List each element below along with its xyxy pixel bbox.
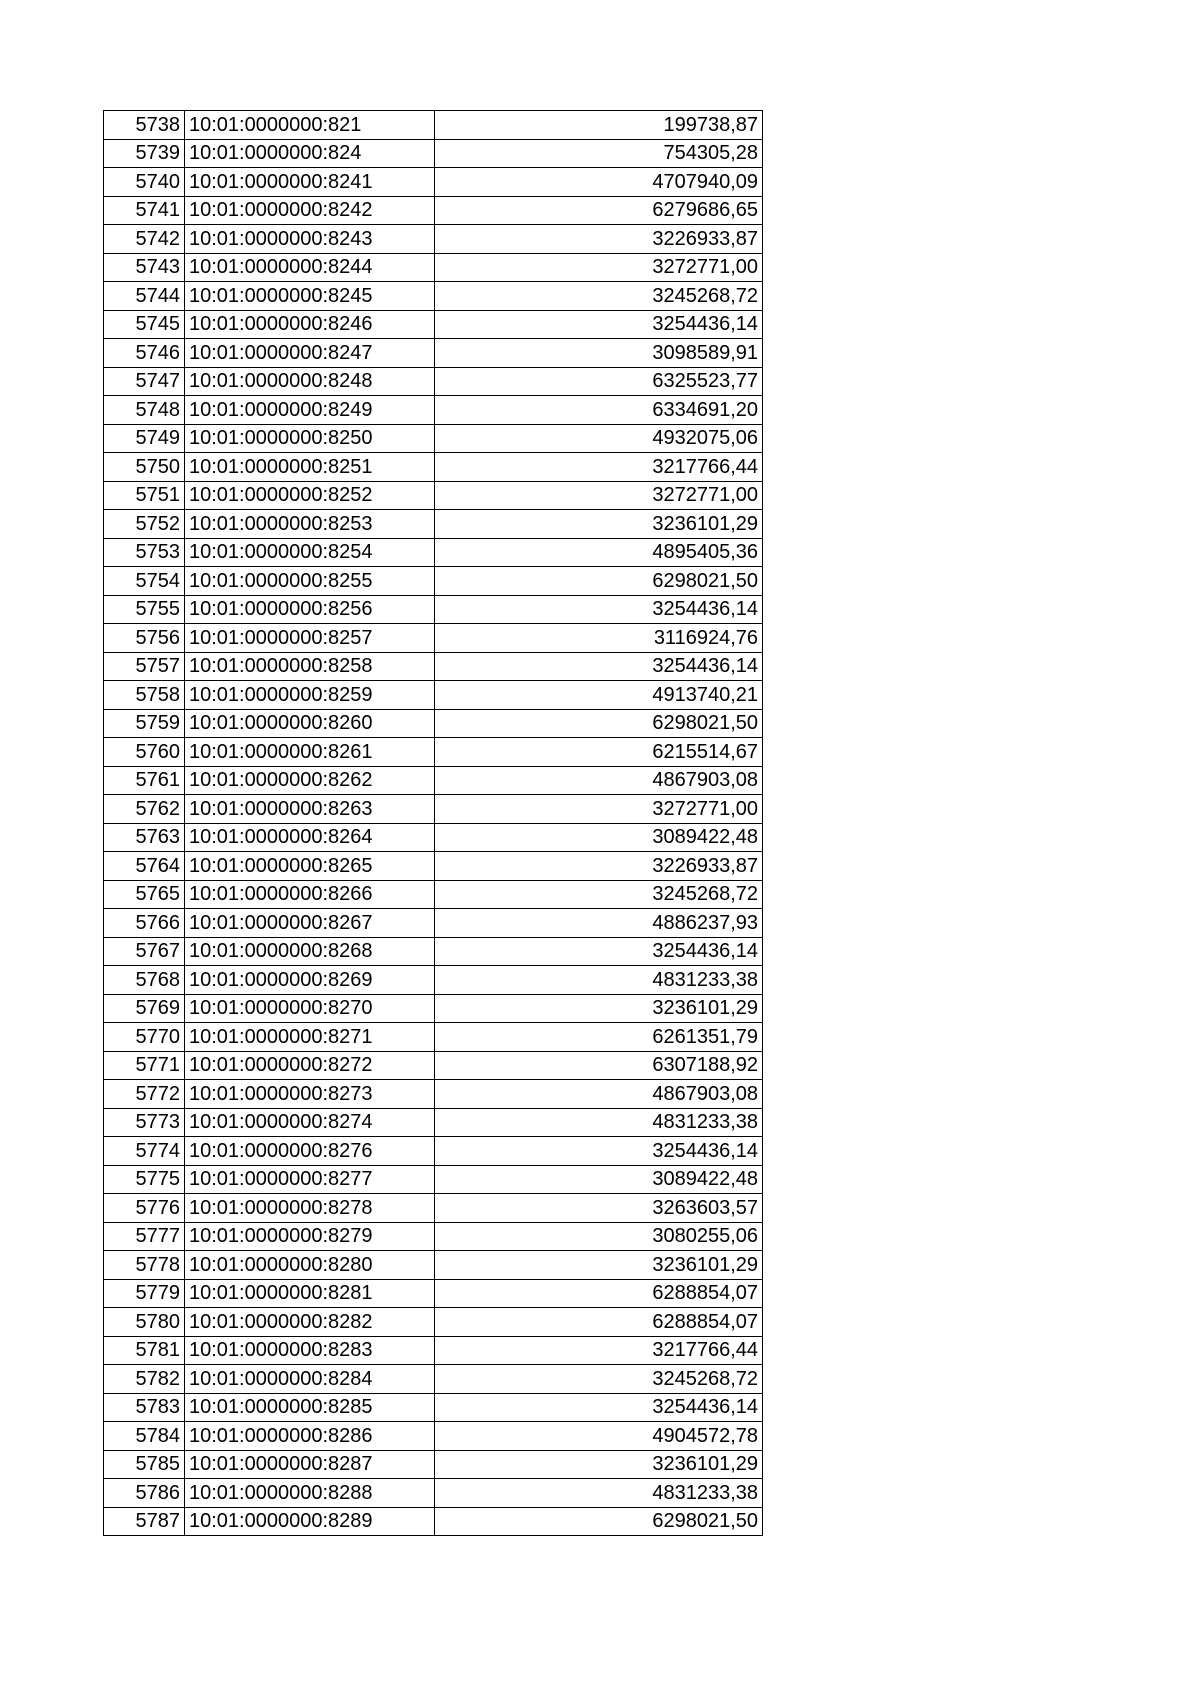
row-number-cell: 5753 [104, 538, 185, 567]
value-cell: 3254436,14 [435, 652, 763, 681]
row-number-cell: 5751 [104, 481, 185, 510]
value-cell: 4895405,36 [435, 538, 763, 567]
row-number-cell: 5770 [104, 1023, 185, 1052]
value-cell: 3254436,14 [435, 310, 763, 339]
row-number-cell: 5745 [104, 310, 185, 339]
table-row [104, 624, 763, 653]
cadastral-number-cell: 10:01:0000000:8252 [185, 481, 435, 510]
table-row [104, 1165, 763, 1194]
cadastral-number-cell: 10:01:0000000:8241 [185, 168, 435, 197]
row-number-cell: 5748 [104, 396, 185, 425]
row-number-cell: 5781 [104, 1336, 185, 1365]
row-number-cell: 5766 [104, 909, 185, 938]
value-cell: 3089422,48 [435, 1165, 763, 1194]
data-table-body [104, 111, 763, 1536]
row-number-cell: 5772 [104, 1080, 185, 1109]
table-row [104, 652, 763, 681]
row-number-cell: 5743 [104, 253, 185, 282]
table-row [104, 481, 763, 510]
table-row [104, 253, 763, 282]
value-cell: 3245268,72 [435, 1365, 763, 1394]
value-cell: 6307188,92 [435, 1051, 763, 1080]
row-number-cell: 5742 [104, 225, 185, 254]
value-cell: 3236101,29 [435, 510, 763, 539]
row-number-cell: 5785 [104, 1450, 185, 1479]
value-cell: 3263603,57 [435, 1194, 763, 1223]
row-number-cell: 5786 [104, 1479, 185, 1508]
table-row [104, 453, 763, 482]
cadastral-number-cell: 10:01:0000000:8279 [185, 1222, 435, 1251]
cadastral-number-cell: 10:01:0000000:8289 [185, 1507, 435, 1536]
table-row [104, 1251, 763, 1280]
table-row [104, 966, 763, 995]
cadastral-number-cell: 10:01:0000000:8277 [185, 1165, 435, 1194]
value-cell: 6298021,50 [435, 709, 763, 738]
row-number-cell: 5765 [104, 880, 185, 909]
value-cell: 3226933,87 [435, 225, 763, 254]
cadastral-number-cell: 10:01:0000000:8288 [185, 1479, 435, 1508]
cadastral-number-cell: 10:01:0000000:8278 [185, 1194, 435, 1223]
value-cell: 4932075,06 [435, 424, 763, 453]
table-row [104, 111, 763, 140]
value-cell: 4707940,09 [435, 168, 763, 197]
row-number-cell: 5777 [104, 1222, 185, 1251]
cadastral-number-cell: 10:01:0000000:8269 [185, 966, 435, 995]
value-cell: 6334691,20 [435, 396, 763, 425]
table-row [104, 681, 763, 710]
value-cell: 4831233,38 [435, 966, 763, 995]
row-number-cell: 5749 [104, 424, 185, 453]
row-number-cell: 5738 [104, 111, 185, 140]
value-cell: 4886237,93 [435, 909, 763, 938]
table-row [104, 937, 763, 966]
table-row [104, 225, 763, 254]
cadastral-number-cell: 10:01:0000000:8244 [185, 253, 435, 282]
cadastral-number-cell: 10:01:0000000:8263 [185, 795, 435, 824]
table-row [104, 139, 763, 168]
value-cell: 3254436,14 [435, 1393, 763, 1422]
row-number-cell: 5767 [104, 937, 185, 966]
row-number-cell: 5750 [104, 453, 185, 482]
table-row [104, 1422, 763, 1451]
cadastral-number-cell: 10:01:0000000:8282 [185, 1308, 435, 1337]
cadastral-number-cell: 10:01:0000000:8281 [185, 1279, 435, 1308]
cadastral-number-cell: 10:01:0000000:8272 [185, 1051, 435, 1080]
data-table [103, 110, 763, 1536]
cadastral-number-cell: 10:01:0000000:8265 [185, 852, 435, 881]
value-cell: 3217766,44 [435, 1336, 763, 1365]
value-cell: 6279686,65 [435, 196, 763, 225]
cadastral-number-cell: 10:01:0000000:8260 [185, 709, 435, 738]
table-row [104, 880, 763, 909]
value-cell: 6288854,07 [435, 1308, 763, 1337]
table-row [104, 339, 763, 368]
value-cell: 6325523,77 [435, 367, 763, 396]
value-cell: 3254436,14 [435, 937, 763, 966]
value-cell: 754305,28 [435, 139, 763, 168]
row-number-cell: 5771 [104, 1051, 185, 1080]
cadastral-number-cell: 10:01:0000000:8243 [185, 225, 435, 254]
value-cell: 4867903,08 [435, 1080, 763, 1109]
row-number-cell: 5757 [104, 652, 185, 681]
value-cell: 199738,87 [435, 111, 763, 140]
cadastral-number-cell: 10:01:0000000:8259 [185, 681, 435, 710]
value-cell: 6298021,50 [435, 1507, 763, 1536]
cadastral-number-cell: 10:01:0000000:8262 [185, 766, 435, 795]
cadastral-number-cell: 10:01:0000000:8249 [185, 396, 435, 425]
cadastral-number-cell: 10:01:0000000:8255 [185, 567, 435, 596]
cadastral-number-cell: 10:01:0000000:8257 [185, 624, 435, 653]
table-row [104, 282, 763, 311]
value-cell: 3254436,14 [435, 595, 763, 624]
row-number-cell: 5752 [104, 510, 185, 539]
table-row [104, 595, 763, 624]
row-number-cell: 5776 [104, 1194, 185, 1223]
table-row [104, 310, 763, 339]
row-number-cell: 5746 [104, 339, 185, 368]
table-row [104, 538, 763, 567]
cadastral-number-cell: 10:01:0000000:8267 [185, 909, 435, 938]
table-row [104, 510, 763, 539]
cadastral-number-cell: 10:01:0000000:8283 [185, 1336, 435, 1365]
row-number-cell: 5741 [104, 196, 185, 225]
value-cell: 3272771,00 [435, 481, 763, 510]
value-cell: 3080255,06 [435, 1222, 763, 1251]
value-cell: 3272771,00 [435, 795, 763, 824]
table-row [104, 1023, 763, 1052]
table-row [104, 852, 763, 881]
table-row [104, 795, 763, 824]
row-number-cell: 5756 [104, 624, 185, 653]
table-row [104, 424, 763, 453]
value-cell: 3089422,48 [435, 823, 763, 852]
row-number-cell: 5763 [104, 823, 185, 852]
table-row [104, 766, 763, 795]
value-cell: 3245268,72 [435, 282, 763, 311]
row-number-cell: 5769 [104, 994, 185, 1023]
cadastral-number-cell: 10:01:0000000:8253 [185, 510, 435, 539]
cadastral-number-cell: 10:01:0000000:8271 [185, 1023, 435, 1052]
table-row [104, 823, 763, 852]
value-cell: 6288854,07 [435, 1279, 763, 1308]
row-number-cell: 5740 [104, 168, 185, 197]
row-number-cell: 5759 [104, 709, 185, 738]
table-row [104, 1222, 763, 1251]
value-cell: 3272771,00 [435, 253, 763, 282]
cadastral-number-cell: 10:01:0000000:8256 [185, 595, 435, 624]
cadastral-number-cell: 10:01:0000000:8284 [185, 1365, 435, 1394]
row-number-cell: 5764 [104, 852, 185, 881]
cadastral-number-cell: 10:01:0000000:8266 [185, 880, 435, 909]
cadastral-number-cell: 10:01:0000000:8286 [185, 1422, 435, 1451]
table-row [104, 1479, 763, 1508]
cadastral-number-cell: 10:01:0000000:8254 [185, 538, 435, 567]
value-cell: 4904572,78 [435, 1422, 763, 1451]
value-cell: 4831233,38 [435, 1479, 763, 1508]
table-row [104, 1308, 763, 1337]
table-row [104, 196, 763, 225]
cadastral-number-cell: 10:01:0000000:8268 [185, 937, 435, 966]
table-row [104, 1336, 763, 1365]
table-row [104, 1450, 763, 1479]
value-cell: 4867903,08 [435, 766, 763, 795]
row-number-cell: 5775 [104, 1165, 185, 1194]
cadastral-number-cell: 10:01:0000000:8270 [185, 994, 435, 1023]
value-cell: 3254436,14 [435, 1137, 763, 1166]
value-cell: 3236101,29 [435, 1251, 763, 1280]
table-row [104, 367, 763, 396]
cadastral-number-cell: 10:01:0000000:8280 [185, 1251, 435, 1280]
table-row [104, 1108, 763, 1137]
cadastral-number-cell: 10:01:0000000:8242 [185, 196, 435, 225]
table-row [104, 1137, 763, 1166]
value-cell: 3217766,44 [435, 453, 763, 482]
cadastral-number-cell: 10:01:0000000:8258 [185, 652, 435, 681]
value-cell: 3245268,72 [435, 880, 763, 909]
cadastral-number-cell: 10:01:0000000:8274 [185, 1108, 435, 1137]
row-number-cell: 5761 [104, 766, 185, 795]
cadastral-number-cell: 10:01:0000000:8285 [185, 1393, 435, 1422]
table-row [104, 396, 763, 425]
table-row [104, 1194, 763, 1223]
row-number-cell: 5784 [104, 1422, 185, 1451]
row-number-cell: 5758 [104, 681, 185, 710]
row-number-cell: 5787 [104, 1507, 185, 1536]
cadastral-number-cell: 10:01:0000000:8287 [185, 1450, 435, 1479]
row-number-cell: 5783 [104, 1393, 185, 1422]
value-cell: 6215514,67 [435, 738, 763, 767]
value-cell: 6261351,79 [435, 1023, 763, 1052]
value-cell: 3116924,76 [435, 624, 763, 653]
row-number-cell: 5768 [104, 966, 185, 995]
cadastral-number-cell: 10:01:0000000:8261 [185, 738, 435, 767]
value-cell: 3236101,29 [435, 994, 763, 1023]
table-row [104, 567, 763, 596]
row-number-cell: 5762 [104, 795, 185, 824]
cadastral-number-cell: 10:01:0000000:8247 [185, 339, 435, 368]
row-number-cell: 5747 [104, 367, 185, 396]
row-number-cell: 5760 [104, 738, 185, 767]
table-row [104, 1507, 763, 1536]
cadastral-number-cell: 10:01:0000000:8250 [185, 424, 435, 453]
value-cell: 3236101,29 [435, 1450, 763, 1479]
cadastral-number-cell: 10:01:0000000:8248 [185, 367, 435, 396]
row-number-cell: 5780 [104, 1308, 185, 1337]
row-number-cell: 5754 [104, 567, 185, 596]
table-row [104, 1051, 763, 1080]
value-cell: 6298021,50 [435, 567, 763, 596]
table-row [104, 909, 763, 938]
table-row [104, 1393, 763, 1422]
value-cell: 4913740,21 [435, 681, 763, 710]
value-cell: 3226933,87 [435, 852, 763, 881]
cadastral-number-cell: 10:01:0000000:8276 [185, 1137, 435, 1166]
row-number-cell: 5744 [104, 282, 185, 311]
table-row [104, 738, 763, 767]
cadastral-number-cell: 10:01:0000000:824 [185, 139, 435, 168]
cadastral-number-cell: 10:01:0000000:821 [185, 111, 435, 140]
table-row [104, 1279, 763, 1308]
table-row [104, 1080, 763, 1109]
cadastral-number-cell: 10:01:0000000:8273 [185, 1080, 435, 1109]
row-number-cell: 5774 [104, 1137, 185, 1166]
table-row [104, 709, 763, 738]
table-row [104, 1365, 763, 1394]
row-number-cell: 5778 [104, 1251, 185, 1280]
row-number-cell: 5773 [104, 1108, 185, 1137]
cadastral-number-cell: 10:01:0000000:8251 [185, 453, 435, 482]
cadastral-number-cell: 10:01:0000000:8264 [185, 823, 435, 852]
value-cell: 3098589,91 [435, 339, 763, 368]
row-number-cell: 5779 [104, 1279, 185, 1308]
cadastral-number-cell: 10:01:0000000:8245 [185, 282, 435, 311]
row-number-cell: 5739 [104, 139, 185, 168]
row-number-cell: 5782 [104, 1365, 185, 1394]
table-row [104, 994, 763, 1023]
row-number-cell: 5755 [104, 595, 185, 624]
table-row [104, 168, 763, 197]
cadastral-number-cell: 10:01:0000000:8246 [185, 310, 435, 339]
value-cell: 4831233,38 [435, 1108, 763, 1137]
